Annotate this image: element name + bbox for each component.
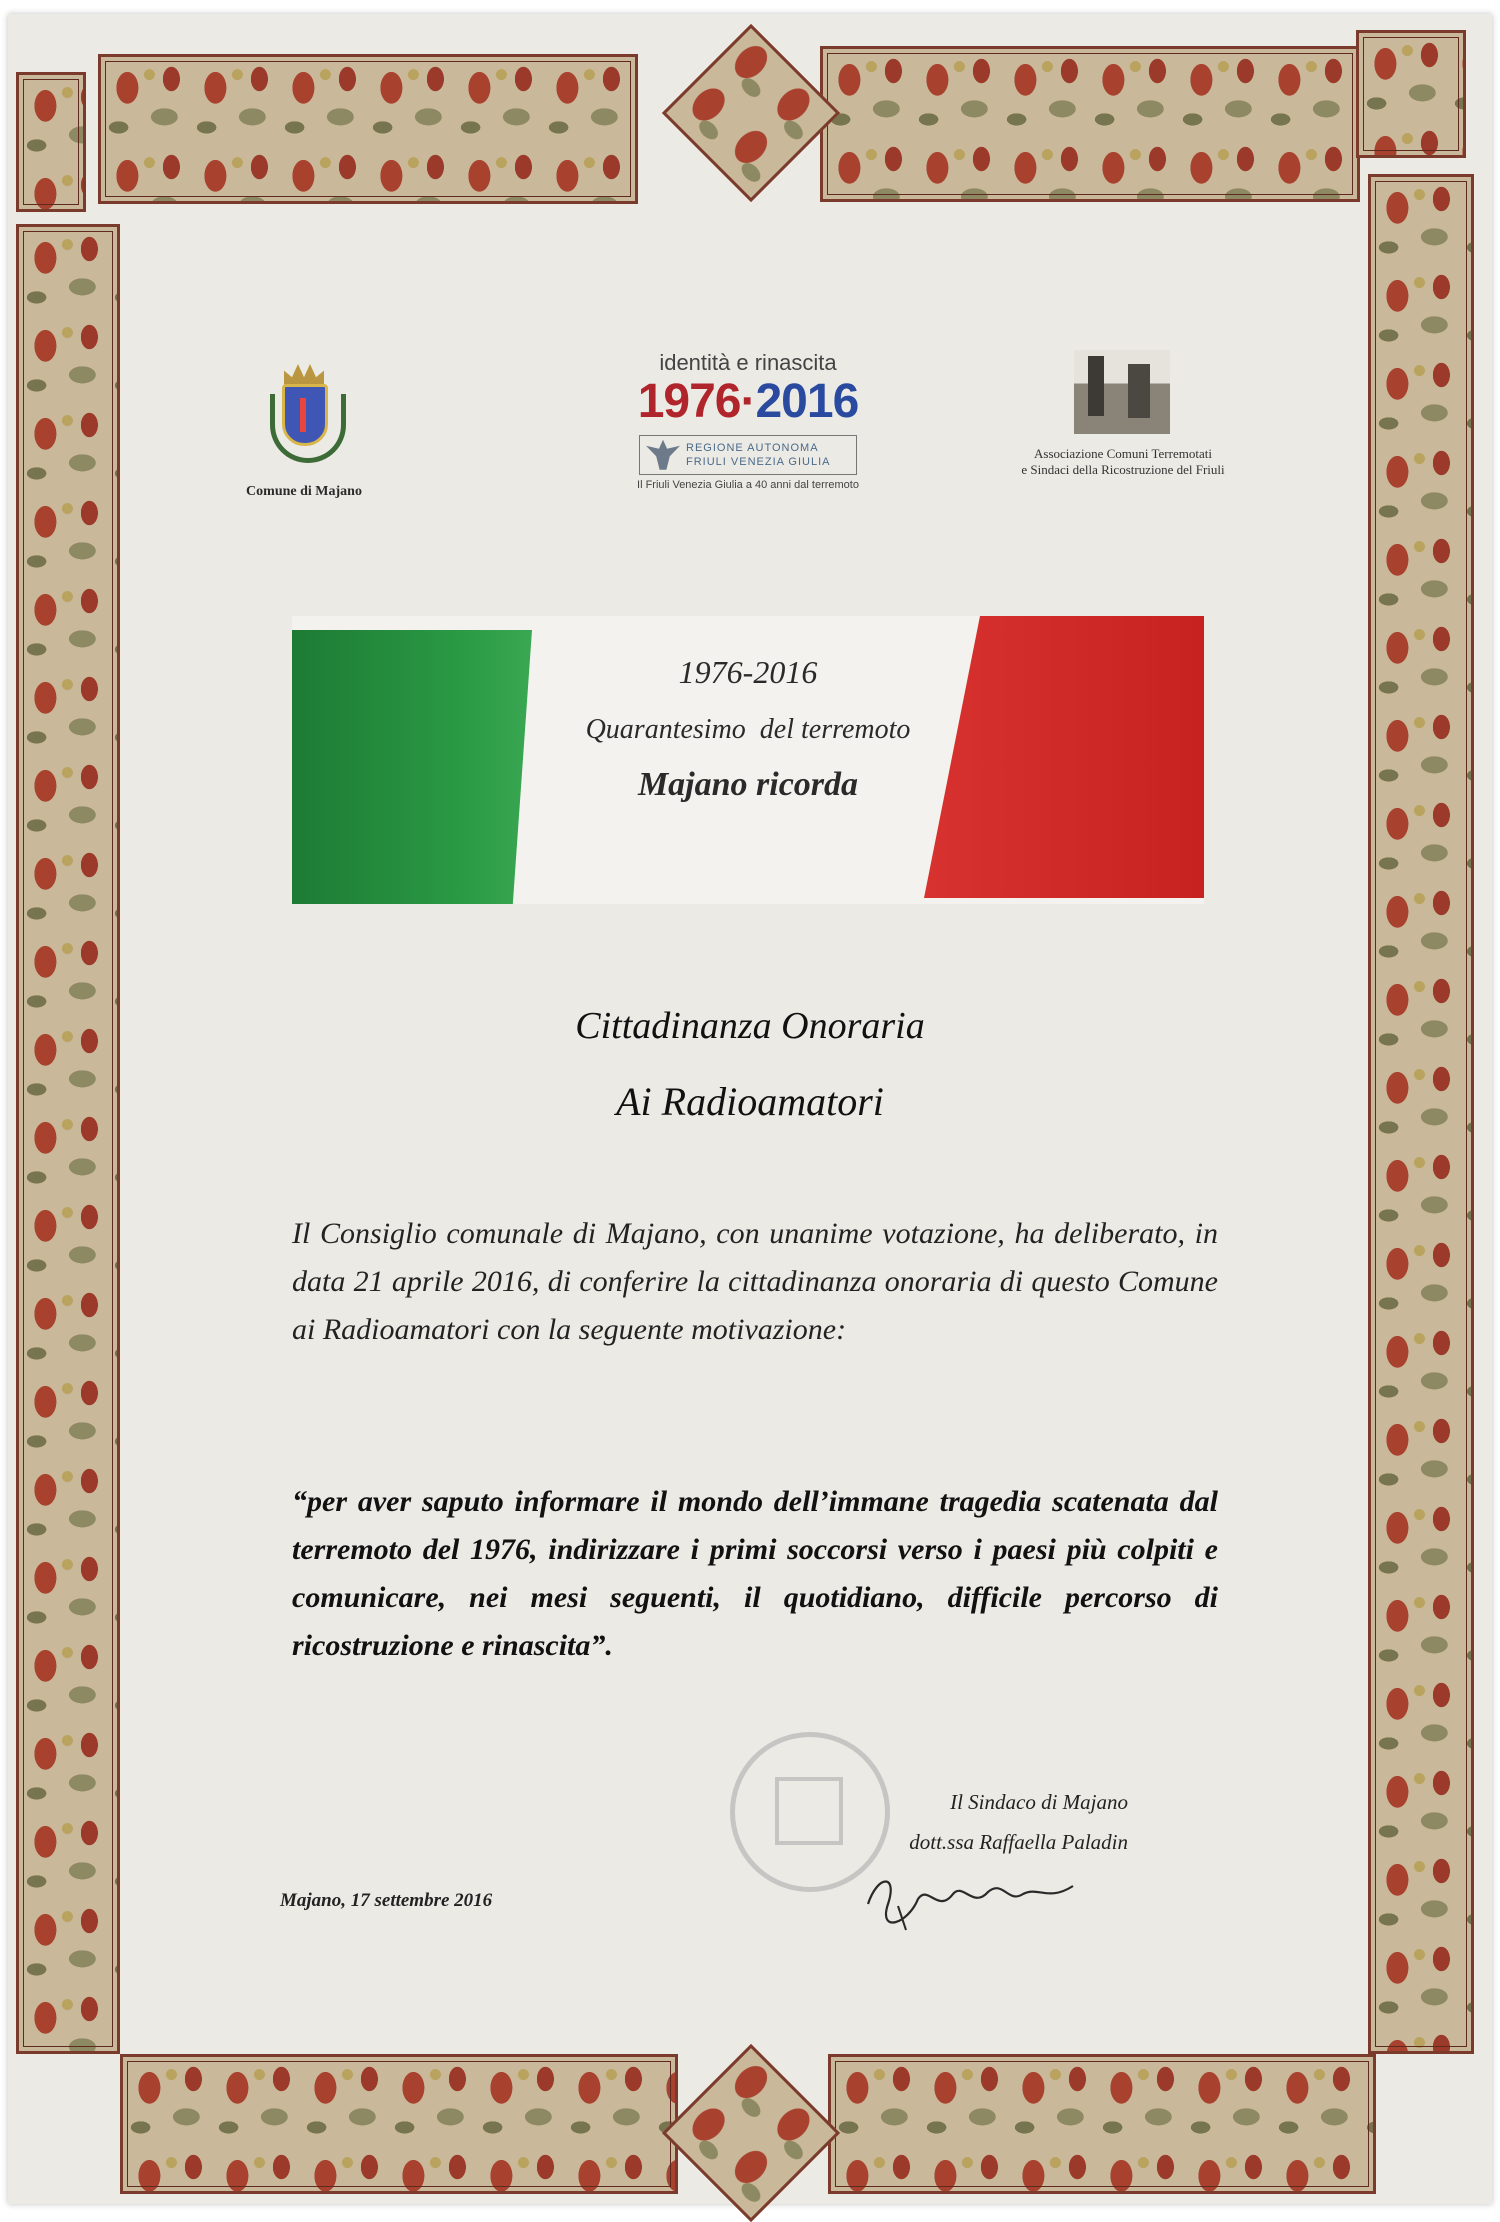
anniversary-years: [608, 376, 888, 429]
certificate-title: Cittadinanza Onoraria: [575, 1005, 925, 1047]
border-bottom-right: [828, 2054, 1376, 2194]
ruins-photo-icon: [1074, 350, 1170, 434]
region-name: [686, 441, 830, 469]
comune-caption: Comune di Majano: [246, 484, 362, 499]
anniversary-tagline: identità e rinascita: [659, 350, 837, 375]
signatory-block: [788, 1782, 1128, 1862]
banner-years: 1976-2016: [678, 654, 818, 690]
certificate-sheet: [8, 14, 1492, 2204]
italian-flag-banner: [292, 616, 1204, 904]
anniversary-fine-print: Il Friuli Venezia Giulia a 40 anni dal terremoto: [637, 478, 859, 491]
border-corner-top-right: [1356, 30, 1466, 158]
signatory-role: Il Sindaco di Majano: [950, 1790, 1128, 1814]
issue-date: Majano, 17 settembre 2016: [280, 1890, 493, 1911]
region-line-2: FRIULI VENEZIA GIULIA: [686, 455, 831, 468]
eagle-icon: [646, 440, 680, 470]
year-start: 1976: [637, 375, 741, 428]
border-left: [16, 224, 120, 2054]
border-top-right: [820, 46, 1360, 202]
handwritten-signature: [858, 1864, 1088, 1934]
banner-subtitle: Quarantesimo del terremoto: [585, 714, 911, 745]
year-end: 2016: [755, 375, 859, 428]
region-line-1: REGIONE AUTONOMA: [686, 441, 819, 454]
banner-tagline: Majano ricorda: [637, 766, 859, 803]
region-badge: [639, 435, 857, 475]
certificate-recipient: Ai Radioamatori: [616, 1079, 884, 1124]
association-line-1: Associazione Comuni Terremotati: [1034, 446, 1212, 461]
signatory-name: dott.ssa Raffaella Paladin: [909, 1830, 1128, 1854]
border-top-left: [98, 54, 638, 204]
crest-crown-icon: [284, 364, 324, 386]
anniversary-logo: [608, 350, 888, 491]
association-line-2: e Sindaci della Ricostruzione del Friuli: [1021, 462, 1225, 477]
comune-logo: [234, 354, 374, 504]
border-corner-top-left: [16, 72, 86, 212]
resolution-paragraph: Il Consiglio comunale di Majano, con unanime votazione, ha deliberato, in data 21 aprile 2016, di conferire la cittadinanza onoraria di questo Comune ai Radioamatori con la seguente motivazione:: [292, 1217, 1218, 1346]
border-bottom-left: [120, 2054, 678, 2194]
crest-emblem-icon: [300, 398, 306, 432]
motivation-quote: “per aver saputo informare il mondo dell’immane tragedia scatenata dal terremoto del 1976, indirizzare i primi soccorsi verso i paesi più colpiti e comunicare, nei mesi seguenti, il quotidiano, difficile percorso di ricostruzione e rinascita”.: [292, 1485, 1218, 1662]
border-diamond-bottom: [662, 2044, 840, 2222]
border-diamond-top: [662, 24, 840, 202]
association-caption: [998, 446, 1248, 478]
year-separator: ·: [740, 375, 756, 428]
